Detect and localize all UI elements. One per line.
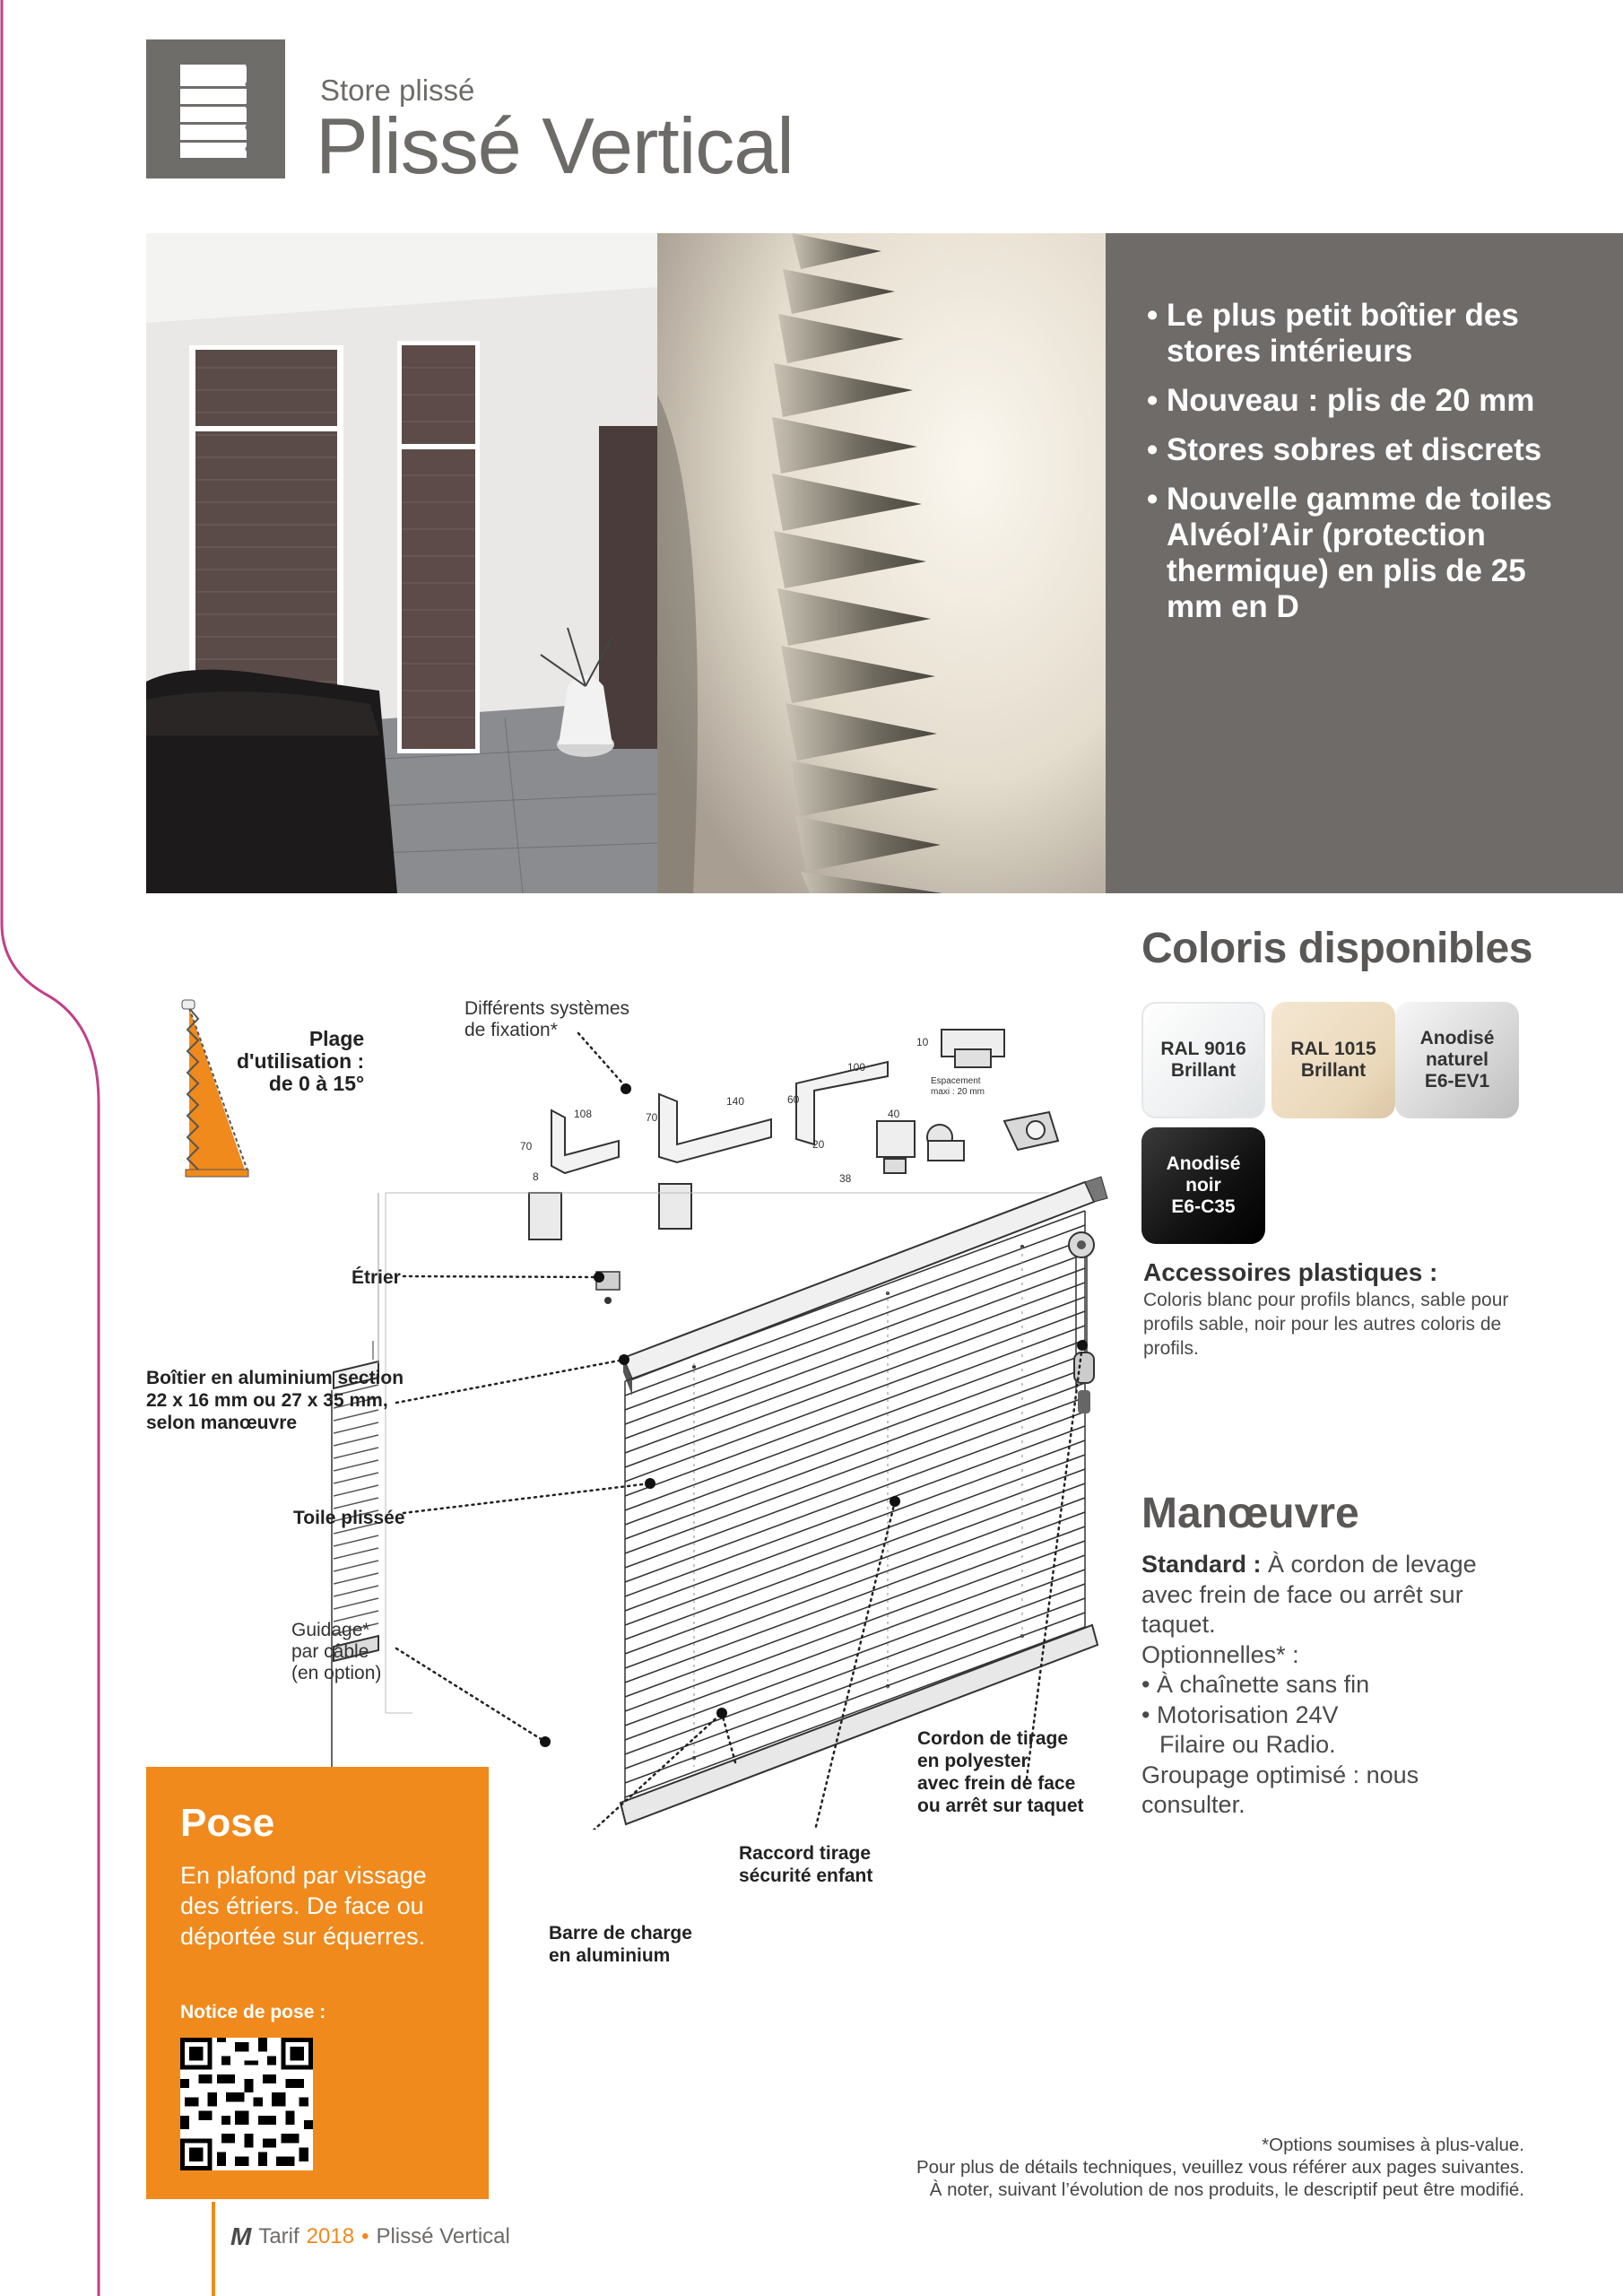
footer-accent-rule xyxy=(212,2202,215,2296)
pose-title: Pose xyxy=(180,1801,275,1845)
pose-text: En plafond par vissage des étriers. De face ou déportée sur équerres. xyxy=(180,1862,427,1950)
standard-text: À cordon de levage avec frein de face ou arrêt sur taquet. xyxy=(1141,1551,1477,1638)
etrier-label: Étrier xyxy=(352,1267,401,1288)
dim-8: 8 xyxy=(533,1170,539,1183)
cordon-label: Cordon de tirage en polyester avec frein de face ou arrêt sur taquet xyxy=(917,1728,1084,1816)
dim-10: 10 xyxy=(916,1036,929,1048)
manoeuvre-title: Manœuvre xyxy=(1141,1490,1359,1537)
feature-item: • Le plus petit boîtier des stores intérieurs xyxy=(1147,298,1588,370)
guidage-label: Guidage* par câble (en option) xyxy=(291,1620,382,1683)
toile-label: Toile plissée xyxy=(293,1508,405,1528)
footer-product: Plissé Vertical xyxy=(376,2224,510,2248)
fixation-label: Différents systèmes de fixation* xyxy=(464,998,630,1040)
option-item: Filaire ou Radio. xyxy=(1159,1731,1336,1758)
accessories-text: Coloris blanc pour profils blancs, sable pour profils sable, noir pour les autres coloris de profils. xyxy=(1143,1290,1509,1359)
dim-20: 20 xyxy=(812,1138,825,1151)
page-footer xyxy=(230,2222,510,2251)
raccord-label: Raccord tirage sécurité enfant xyxy=(739,1843,873,1886)
feature-item: • Nouvelle gamme de toiles Alvéol’Air (protection thermique) en plis de 25 mm en D xyxy=(1147,482,1588,625)
option-item: • Motorisation 24V xyxy=(1141,1700,1339,1728)
footnote-options: *Options soumises à plus-value. xyxy=(1262,2135,1524,2155)
swatch-anodise-naturel: Anodisé naturel E6-EV1 xyxy=(1395,1002,1519,1118)
barre-label: Barre de charge en aluminium xyxy=(549,1923,692,1966)
dim-140: 140 xyxy=(726,1095,745,1108)
boitier-label: Boîtier en aluminium section 22 x 16 mm ou 27 x 35 mm, selon manœuvre xyxy=(146,1368,404,1433)
accessories-title: Accessoires plastiques : xyxy=(1143,1258,1438,1286)
optional-label: Optionnelles* : xyxy=(1141,1640,1299,1668)
dim-40: 40 xyxy=(888,1108,900,1120)
dim-70-a: 70 xyxy=(520,1140,533,1152)
swatch-anodise-noir: Anodisé noir E6-C35 xyxy=(1141,1127,1265,1244)
manoeuvre-text xyxy=(1141,1550,1518,1821)
room-photo xyxy=(146,233,657,893)
usage-range-label: Plage d'utilisation : de 0 à 15° xyxy=(237,1027,365,1095)
footnote-evolution: À noter, suivant l’évolution de nos produits, le descriptif peut être modifié. xyxy=(929,2179,1524,2200)
grouping-text: Groupage optimisé : nous consulter. xyxy=(1141,1761,1419,1818)
dim-100: 100 xyxy=(847,1061,866,1074)
swatch-ral-1015: RAL 1015 Brillant xyxy=(1271,1002,1395,1118)
dim-70-b: 70 xyxy=(646,1111,658,1124)
page-subtitle: Store plissé xyxy=(320,74,475,107)
feature-item: • Nouveau : plis de 20 mm xyxy=(1147,383,1588,419)
feature-item: • Stores sobres et discrets xyxy=(1147,432,1588,468)
option-item: • À chaînette sans fin xyxy=(1141,1671,1370,1698)
footer-bullet: • xyxy=(361,2224,369,2248)
features-panel xyxy=(1106,233,1623,893)
dim-maxi: maxi : 20 mm xyxy=(931,1087,985,1097)
footer-tarif: Tarif xyxy=(258,2224,299,2248)
footer-year: 2018 xyxy=(306,2224,355,2248)
decorative-pink-line xyxy=(0,0,117,2296)
notice-label: Notice de pose : xyxy=(180,2002,326,2022)
pleats-closeup-photo xyxy=(657,233,1106,893)
dim-108: 108 xyxy=(574,1108,593,1120)
features-list xyxy=(1106,233,1623,625)
page-title: Plissé Vertical xyxy=(316,101,794,190)
dim-60: 60 xyxy=(787,1093,800,1106)
standard-label: Standard : xyxy=(1141,1551,1262,1578)
coloris-title: Coloris disponibles xyxy=(1141,925,1532,972)
dim-38: 38 xyxy=(839,1172,852,1185)
brand-logo: M xyxy=(230,2222,252,2250)
pose-box xyxy=(146,1767,489,2199)
qr-code[interactable] xyxy=(180,2038,313,2170)
swatch-ral-9016: RAL 9016 Brillant xyxy=(1141,1002,1265,1118)
product-icon xyxy=(146,39,285,178)
dim-espacement: Espacement xyxy=(931,1076,981,1086)
footnote-details: Pour plus de détails techniques, veuillez vous référer aux pages suivantes. xyxy=(916,2157,1524,2178)
